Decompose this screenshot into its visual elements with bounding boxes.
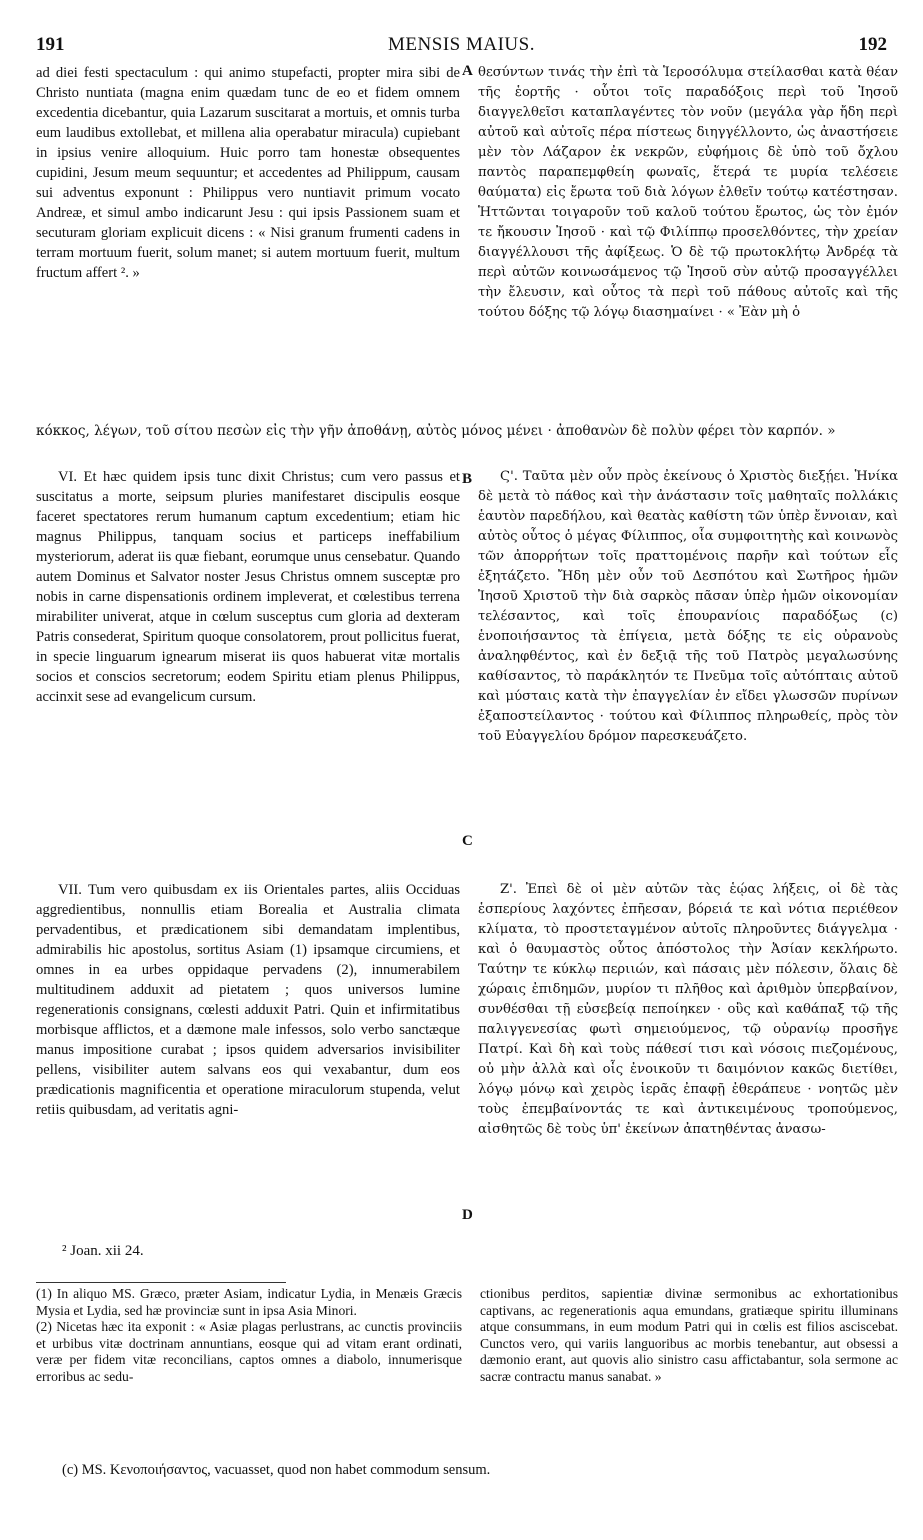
footnote-divider: [36, 1282, 286, 1283]
scripture-reference-note: ² Joan. xii 24.: [62, 1243, 144, 1259]
footnotes-left: (1) In aliquo MS. Græco, præter Asiam, indicatur Lydia, in Menæis Græcis Mysia et Lydia, sed hæ provinciæ sunt in ipsa Asia Minori. (2) Nicetas hæc ita exponit : « Asiæ plagas perlustrans, ac cunctis provinciis et urbibus vitæ doctrinam annuntians, eosque qui ad vitam erant ordinati, veræ per fidem vitæ reconcilians, captos omnes a diabolo, innumerisque erroribus ac sedu-: [36, 1286, 462, 1384]
latin-text-section5: ad diei festi spectaculum : qui animo stupefacti, propter mira sibi de Christo nuntiata (magna enim quædam tunc de eo et fidem omnem excedentia dicebantur, quia Lazarum suscitarat a mortuis, et omnis turba eum laudibus extollebat, et millena alia operabatur miracula) cupiebant in ipsius venire alloquium. Huic porro tam honestæ obsequentes cupidini, Jesum meum sequuntur; et accedentes ad Philippum, causam sui adventus exponunt : Philippus vero nuntiavit primum vocato Andreæ, et simul ambo indicarunt Jesu : qui ipsis Passionem suam et secuturam gloriam explicuit dicens : « Nisi granum frumenti cadens in terram mortuum fuerit, solum manet; si autem mortuum fuerit, multum fructum affert ². »: [36, 65, 460, 281]
greek-text-section6: Ϛ'. Ταῦτα μὲν οὖν πρὸς ἐκείνους ὁ Χριστὸς διεξῄει. Ἡνίκα δὲ μετὰ τὸ πάθος καὶ τὴν ἀνάστασιν τοῖς μαθηταῖς πολλάκις ἑαυτὸν παρεδήλου, καὶ θεατὰς καθίστη τῶν ὑπὲρ ἔννοιαν, καὶ αὐτὸς οὗτος ὁ μέγας Φίλιππος, οἷα συμφοιτητὴς καὶ κοινωνὸς τῶν ἀπορρήτων τοῖς πραττομένοις παρῆν καὶ τούτων εἷς ἐξητάζετο. Ἤδη μὲν οὖν τοῦ Δεσπότου καὶ Σωτῆρος ἡμῶν Ἰησοῦ Χριστοῦ τὴν διὰ σαρκὸς πᾶσαν ὑπὲρ ἡμῶν οἰκονομίαν τελέσαντος, καὶ τοῖς ἐπουρανίοις παραδόξως (c) ἑνοποιήσαντος τὰ ἐπίγεια, μετὰ δόξης τε εἰς οὐρανοὺς ἀναληφθέντος, καὶ ἐν δεξιᾷ τῆς τοῦ Πατρὸς μεγαλωσύνης καθίσαντος, τὸ παράκλητόν τε Πνεῦμα τοῖς αὐτόπταις αὐτοῦ καὶ μύσταις κατὰ τὴν ἐπαγγελίαν ἐν εἴδει γλωσσῶν πυρίνων ἐξαποστείλαντος · τούτου καὶ Φίλιππος πληρωθείς, πρὸς τὸν τοῦ Εὐαγγελίου δρόμον παρεσκευάζετο.: [478, 469, 898, 744]
margin-letter-a: A: [462, 63, 473, 79]
footnotes-right: ctionibus perditos, sapientiæ divinæ sermonibus ac exhortationibus captivans, ac regenerationis aqua emundans, gratiæque spiritu illuminans atque consummans, in eum modum Patri qui in cœlis est filios asciscebat. Cunctos vero, qui variis languoribus ac morbis tenebantur, aut obsessi a dæmonio erant, aut quovis alio sinistro casu affictabantur, sola sermone ac sacræ contractu manus sanabat. »: [480, 1286, 898, 1384]
greek-text-section5: θεσύντων τινάς τὴν ἐπὶ τὰ Ἱεροσόλυμα στείλασθαι κατὰ θέαν τῆς ἑορτῆς · οὗτοι τοῖς παραδόξοις περὶ τοῦ Ἰησοῦ διαγγελθεῖσι καταπλαγέντες τὸν νοῦν (μεγάλα γὰρ ἤδη περὶ αὐτοῦ καὶ αὐτοῖς πέρα πίστεως διηγγέλλοντο, ὡς ἀναστήσειε μὲν τὸν Λάζαρον ἐκ νεκρῶν, εὐφήμοις δὲ ὑπὸ τοῦ ὄχλου παντὸς παραπεμφθείη φωναῖς, ἕτερά τε μυρία τελέσειε θαύματα) εἰς ἔρωτα τοῦ διὰ λόγων ἐλθεῖν τούτῳ κατέστησαν. Ἡττῶνται τοιγαροῦν τοῦ καλοῦ τούτου ἔρωτος, ὡς τὸν ἐμόν τε ἤκουσιν Ἰησοῦ · καὶ τῷ Φιλίππῳ προσελθόντες, τὴν χρείαν διαγγέλλουσι τῆς ἀφίξεως. Ὁ δὲ τῷ πρωτοκλήτῳ Ἀνδρέᾳ τὰ περὶ αὐτῶν κοινωσάμενος τῷ Ἰησοῦ σὺν αὐτῷ προσαγγέλλει τὴν ἔλευσιν, καὶ οὗτος τὰ περὶ τοῦ πάθους αὐτοῖς καὶ τῆς τούτου δόξης τῷ λόγῳ διασημαίνει · « Ἐὰν μὴ ὁ: [478, 65, 898, 320]
latin-text-section6: VI. Et hæc quidem ipsis tunc dixit Christus; cum vero passus et suscitatus a morte, seipsum pluries manifestaret discipulis eosque faceret spectatores rerum humanum captum excedentium; etiam hic magnus Philippus, tanquam socius et particeps ineffabilium mysteriorum, aderat iis quæ fiebant, eorumque unus censebatur. Quando autem Dominus et Salvator noster Jesus Christus omnem susceptæ pro nobis in carne dispensationis ordinem impleverat, et cœlestibus terrena mirabiliter univerat, atque in cœlum susceptus cum gloria ad dexteram Patris consederat, Spiritum quoque consolatorem, prout pollicitus fuerat, in specie linguarum ignearum miserat iis quos habuerat vitæ mortalis socios et conscios secretorum; eodem Spiritu etiam plenus Philippus, accinxit sese ad evangelicum cursum.: [36, 469, 460, 705]
page-title: MENSIS MAIUS.: [388, 34, 535, 55]
margin-letter-c: C: [462, 833, 473, 849]
greek-text-section5-continuation: κόκκος, λέγων, τοῦ σίτου πεσὼν εἰς τὴν γῆν ἀποθάνῃ, αὐτὸς μόνος μένει · ἀποθανὼν δὲ πολὺν φέρει τὸν καρπόν. »: [36, 423, 836, 439]
margin-letter-d: D: [462, 1207, 473, 1223]
page-number-left: 191: [36, 34, 65, 55]
page-number-right: 192: [858, 34, 887, 55]
running-header: [36, 34, 887, 56]
latin-text-section7: VII. Tum vero quibusdam ex iis Orientales partes, aliis Occiduas aggredientibus, nonnullis etiam Borealia et Australia climata pervadentibus, et prædicationem sibi demandatam implentibus, admirabilis hic apostolus, sortitus Asiam (1) ipsamque circumiens, et omnes in ea urbes oppidaque pervadens (2), innumerabilem multitudinem adduxit ad pietatem ; quos universos lumine regenerationis consignans, cœlesti adduxit Patri. Quin et infirmitatibus morbisque afflictos, et a dæmone male infessos, solo verbo sanctæque manus impositione curabat ; ipsos quidem adversarios invisibiliter pellens, visibiliter autem salvans eos qui vexabantur, dum eos prædicationis magnificentia et operatione miraculorum stupenda, velut retiis quibusdam, ad veritatis agni-: [36, 882, 460, 1118]
critical-note-c: (c) MS. Κενοποιήσαντος, vacuasset, quod non habet commodum sensum.: [62, 1462, 491, 1478]
greek-text-section7: Ζ'. Ἐπεὶ δὲ οἱ μὲν αὐτῶν τὰς ἑῴας λήξεις, οἱ δὲ τὰς ἑσπερίους λαχόντες ἐπῆεσαν, βόρειά τε καὶ νότια περιέθεον κλίματα, τὸ προστεταγμένον αὐτοῖς πληροῦντες διάγγελμα · καὶ ὁ θαυμαστὸς οὗτος ἀπόστολος τὴν Ἀσίαν κεκλήρωτο. Ταύτην τε κύκλῳ περιιών, καὶ πάσαις μὲν πόλεσιν, ὅλαις δὲ χώραις ἐπιδημῶν, μυρίον τι πλῆθος καὶ ἀριθμὸν ὑπερβαίνον, συνθέσθαι τῇ εὐσεβείᾳ πεποίηκεν · οὓς καὶ καθάπαξ τῷ τῆς παλιγγενεσίας φωτὶ σημειούμενος, τῷ οὐρανίῳ προσῆγε Πατρί. Καὶ δὴ καὶ τοὺς πάθεσί τισι καὶ νόσοις πιεζομένους, οὐ μὴν ἀλλὰ καὶ οἷς ἐνοικοῦν τι δαιμόνιον κακῶς διετίθει, λόγῳ μόνῳ καὶ χειρὸς ἱερᾶς ἐπαφῇ ἐθεράπευε · νοητῶς μὲν τοὺς ἐπεμβαίνοντάς τε καὶ ἀντικειμένους τροπούμενος, αἰσθητῶς δὲ τοὺς ὑπ' ἐκείνων ἀπατηθέντας ἀνασω-: [478, 882, 898, 1137]
margin-letter-b: B: [462, 471, 473, 487]
